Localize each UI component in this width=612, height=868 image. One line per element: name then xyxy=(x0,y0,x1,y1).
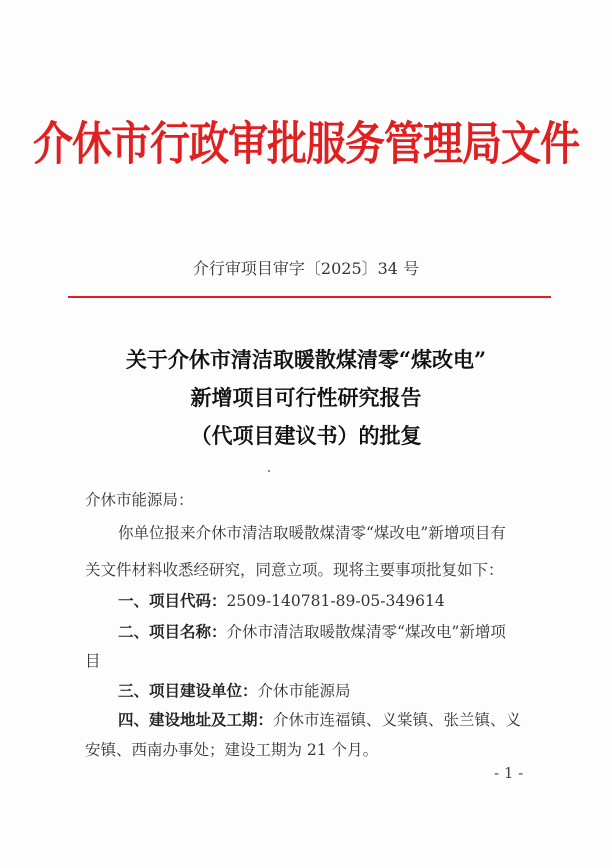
red-divider-line xyxy=(68,296,551,298)
document-title-line-3: （代项目建议书）的批复 xyxy=(190,423,422,448)
item-project-name xyxy=(118,620,506,642)
intro-paragraph-line-1: 你单位报来介休市清洁取暖散煤清零“煤改电”新增项目有 xyxy=(118,524,506,542)
document-number: 介行审项目审字〔2025〕34 号 xyxy=(192,259,420,278)
item-project-name-label: 二、项目名称： xyxy=(118,623,227,641)
item-construction-unit-value: 介休市能源局 xyxy=(257,682,351,700)
item-address-and-period-value: 介休市连福镇、义棠镇、张兰镇、义 xyxy=(273,711,522,729)
document-title-line-2: 新增项目可行性研究报告 xyxy=(190,385,422,410)
item-address-and-period-continuation: 安镇、西南办事处；建设工期为 21 个月。 xyxy=(85,741,379,759)
item-address-and-period xyxy=(118,708,521,730)
issuing-authority-header: 介休市行政审批服务管理局文件 xyxy=(33,116,579,171)
document-title-line-1: 关于介休市清洁取暖散煤清零“煤改电” xyxy=(125,347,487,372)
item-address-and-period-label: 四、建设地址及工期： xyxy=(118,711,274,729)
item-construction-unit xyxy=(118,679,351,701)
item-project-code xyxy=(118,589,445,611)
item-project-name-continuation: 目 xyxy=(85,652,101,670)
page-number: - 1 - xyxy=(494,764,524,782)
item-project-code-label: 一、项目代码： xyxy=(118,592,227,610)
item-project-name-value: 介休市清洁取暖散煤清零“煤改电”新增项 xyxy=(226,623,506,641)
item-construction-unit-label: 三、项目建设单位： xyxy=(118,682,258,700)
salutation: 介休市能源局： xyxy=(85,491,194,509)
item-project-code-value: 2509-140781-89-05-349614 xyxy=(226,592,445,610)
intro-paragraph-line-2: 关文件材料收悉经研究，同意立项。现将主要事项批复如下： xyxy=(85,561,504,579)
scan-speck xyxy=(268,470,270,472)
